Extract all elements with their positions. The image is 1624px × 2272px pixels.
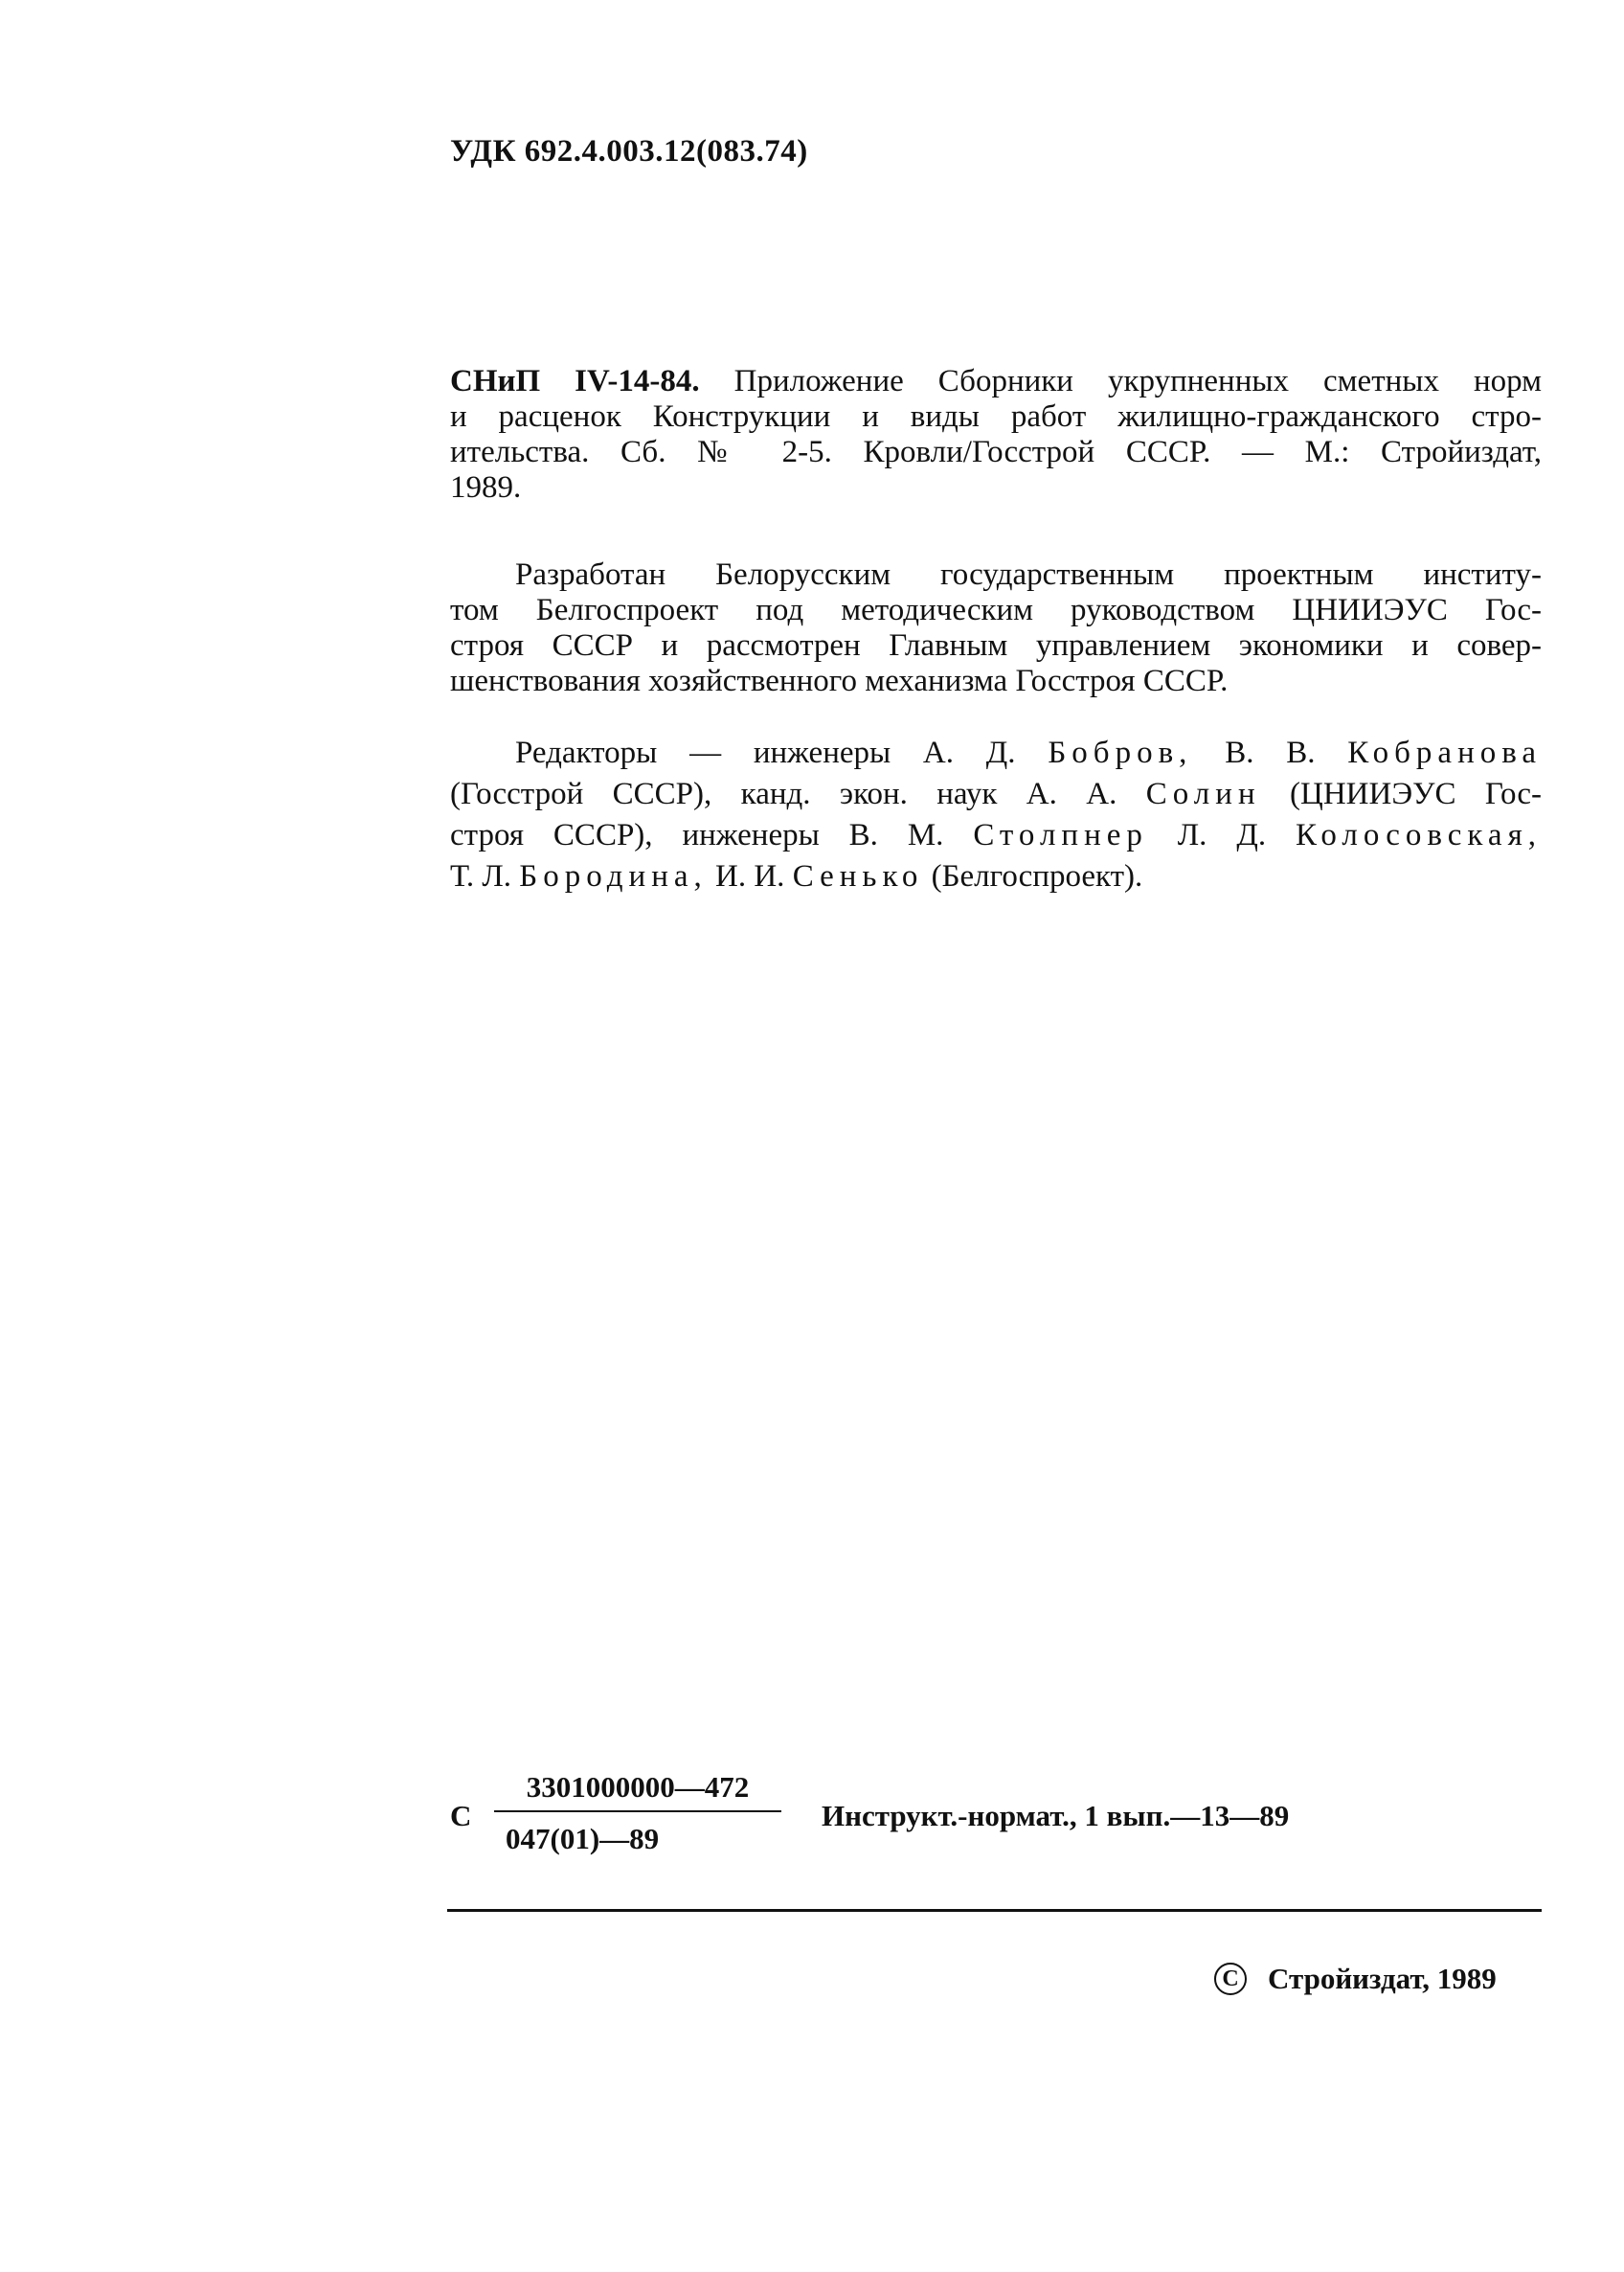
- citation-line-2: и расценок Конструкции и виды работ жилищно-гражданского стро-: [450, 399, 1542, 434]
- fraction-rule: [494, 1810, 781, 1812]
- editors-text: (Госстрой СССР), канд. экон. наук А. А.: [450, 777, 1117, 811]
- developed-by-paragraph: [450, 557, 1542, 699]
- editor-name: Бородина,: [519, 859, 708, 894]
- editors-text: (ЦНИИЭУС Гос-: [1290, 777, 1542, 811]
- index-letter: С: [450, 1799, 472, 1832]
- editors-line-1: [450, 733, 1542, 774]
- citation-line-1: [450, 364, 1542, 399]
- publication-index: [450, 1762, 1408, 1868]
- editors-text: Редакторы — инженеры А. Д.: [515, 736, 1016, 770]
- copyright-icon: C: [1214, 1963, 1247, 1995]
- editor-name: Столпнер: [973, 818, 1148, 852]
- editors-text: Т. Л.: [450, 859, 511, 894]
- developed-line-3: строя СССР и рассмотрен Главным управлением экономики и совер-: [450, 628, 1542, 663]
- editor-name: Кобранова: [1347, 736, 1543, 770]
- editors-text: И. И.: [715, 859, 785, 894]
- citation-line-1-text: Приложение Сборники укрупненных сметных норм: [733, 364, 1542, 398]
- editors-text: (Белгоспроект).: [931, 859, 1143, 894]
- editors-paragraph: [450, 733, 1542, 897]
- editors-text: В. В.: [1225, 736, 1316, 770]
- horizontal-rule: [447, 1909, 1542, 1912]
- developed-line-2: том Белгоспроект под методическим руководством ЦНИИЭУС Гос-: [450, 593, 1542, 627]
- copyright-notice: [1214, 1962, 1497, 1996]
- editor-name: Сенько: [792, 859, 924, 894]
- copyright-text: Стройиздат, 1989: [1268, 1962, 1497, 1995]
- citation-line-4: 1989.: [450, 470, 522, 505]
- bibliographic-citation: [450, 364, 1542, 506]
- udk-code: УДК 692.4.003.12(083.74): [450, 134, 808, 169]
- index-numerator: 3301000000—472: [526, 1770, 750, 1804]
- citation-line-3: ительства. Сб. № 2-5. Кровли/Госстрой СССР. — М.: Стройиздат,: [450, 435, 1542, 469]
- editors-line-2: [450, 774, 1542, 815]
- citation-lead: СНиП IV-14-84.: [450, 364, 700, 398]
- developed-line-1: Разработан Белорусским государственным проектным институ-: [515, 557, 1542, 592]
- editors-line-3: [450, 815, 1542, 856]
- editor-name: Колосовская,: [1296, 818, 1543, 852]
- editor-name: Бобров,: [1048, 736, 1193, 770]
- index-denominator: 047(01)—89: [506, 1822, 660, 1855]
- editors-text: Л. Д.: [1177, 818, 1267, 852]
- editor-name: Солин: [1145, 777, 1261, 811]
- developed-line-4: шенствования хозяйственного механизма Госстроя СССР.: [450, 664, 1229, 698]
- editors-line-4: [450, 856, 1542, 897]
- editors-text: строя СССР), инженеры В. М.: [450, 818, 944, 852]
- index-series: Инструкт.-нормат., 1 вып.—13—89: [822, 1799, 1290, 1832]
